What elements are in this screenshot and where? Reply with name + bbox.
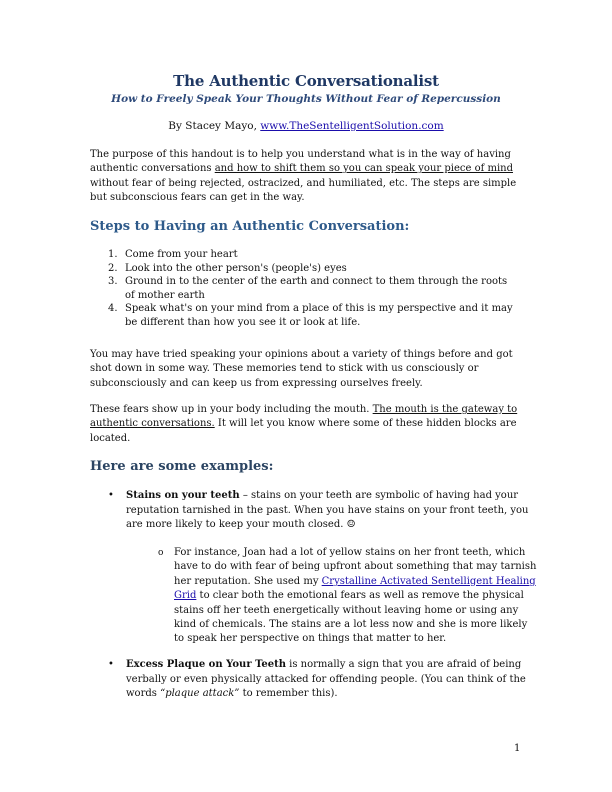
fears-text: These fears show up in your body including the mouth. (90, 404, 373, 415)
subitem-text-continued: to clear both the emotional fears as well as remove the physical stains off her teeth energetically without leaving home or using any kind of chemicals. The stains are a lot less now and she is more likely to speak her perspective on things that matter to her. (174, 590, 528, 645)
example-text-continued: to remember this). (239, 688, 338, 699)
byline-author: By Stacey Mayo, (168, 120, 261, 132)
step-item (90, 275, 520, 302)
step-text: Come from your heart (125, 249, 238, 260)
byline (0, 120, 612, 132)
example-title: Stains on your teeth (126, 490, 240, 501)
subitem-text: For instance, Joan had a lot of yellow stains on her front teeth, which have to do with fear of being upfront about something that may tarnish her reputation. She used my (174, 547, 537, 587)
example-subitem-joan (158, 546, 539, 647)
website-link[interactable]: www.TheSentelligentSolution.com (260, 120, 444, 132)
circle-bullet-icon: o (158, 548, 164, 558)
step-text: Ground in to the center of the earth and connect to them through the roots of mother earth (125, 276, 508, 301)
intro-paragraph (90, 148, 520, 205)
examples-heading: Here are some examples: (90, 459, 274, 474)
step-text: Look into the other person's (people's) eyes (125, 262, 347, 274)
fears-underlined-text: The mouth is the gateway to authentic conversations. (90, 404, 518, 430)
fears-paragraph (90, 403, 520, 446)
step-text: Speak what's on your mind from a place of this is my perspective and it may be different than how you see it or look at life. (125, 303, 513, 328)
step-item (90, 248, 520, 262)
bullet-icon: • (108, 490, 114, 501)
intro-underlined-text: and how to shift them so you can speak your piece of mind (214, 163, 513, 175)
step-number: 1. (108, 249, 118, 260)
intro-text: The purpose of this handout is to help you understand what is in the way of having authentic conversations (90, 149, 511, 175)
example-text: – stains on your teeth are symbolic of having had your reputation tarnished in the past. When you have stains on your front teeth, you are more likely to keep your mouth closed. ☺ (126, 490, 529, 530)
step-number: 2. (108, 262, 118, 274)
intro-text-continued: without fear of being rejected, ostracized, and humiliated, etc. The steps are simple but subconscious fears can get in the way. (90, 177, 517, 203)
healing-grid-link[interactable]: Crystalline Activated Sentelligent Healing Grid (174, 575, 536, 602)
fears-text-continued: It will let you know where some of these hidden blocks are located. (90, 418, 517, 444)
step-number: 4. (108, 303, 118, 315)
steps-heading: Steps to Having an Authentic Conversation: (90, 219, 410, 234)
page-number: 1 (514, 743, 521, 754)
step-item (90, 302, 520, 329)
step-item (90, 262, 520, 276)
example-item-plaque (108, 658, 541, 702)
example-italic-text: “plaque attack” (160, 688, 240, 699)
bullet-icon: • (108, 659, 114, 670)
memories-paragraph: You may have tried speaking your opinions about a variety of things before and got shot down in some way. These memories tend to stick with us consciously or subconsciously and can keep us from expressing ourselves freely. (90, 349, 513, 389)
document-title: The Authentic Conversationalist (173, 72, 439, 90)
document-subtitle: How to Freely Speak Your Thoughts Without Fear of Repercussion (111, 93, 501, 105)
step-number: 3. (108, 276, 118, 288)
example-item-stains (108, 489, 541, 533)
example-title: Excess Plaque on Your Teeth (126, 659, 286, 670)
steps-list (90, 248, 520, 330)
example-text: is normally a sign that you are afraid of being verbally or even physically attacked for offending people. (You can think of the words (126, 659, 526, 699)
